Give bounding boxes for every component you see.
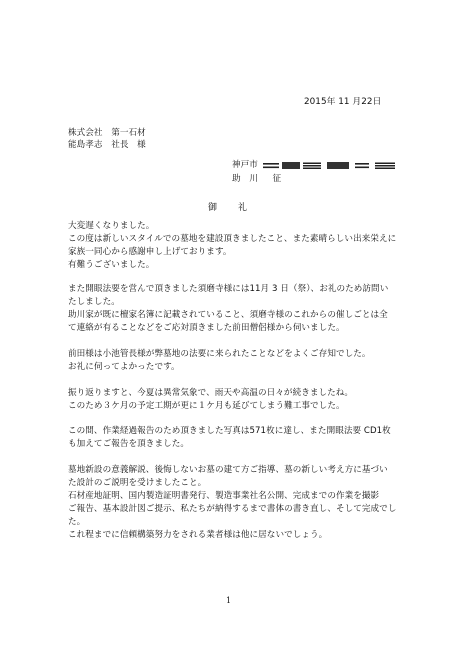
body-line: この度は新しいスタイルでの墓地を建設頂きましたこと、また素晴らしい出来栄えに xyxy=(68,234,397,244)
body-line: 石材産地証明、国内製造証明書発行、製造事業社名公開、完成までの作業を撮影 xyxy=(68,491,380,501)
body-line: た設計のご説明を受けましたこと。 xyxy=(68,478,207,488)
body-line: 大変遅くなりました。 xyxy=(68,221,155,231)
body-line: 前田様は小池管長様が弊墓地の法要に来られたことなどをよくご存知でした。 xyxy=(68,349,371,359)
body-line: また開眼法要を営んで頂きました須磨寺様には11月 3 日（祭）、お礼のため訪問い xyxy=(68,284,389,294)
body-line: 墓地新設の意義解説、後悔しないお墓の建て方ご指導、墓の新しい考え方に基づい xyxy=(68,465,388,475)
body-line: ご報告、基本設計図ご提示、私たちが納得するまで書体の書き直し、そして完成でし xyxy=(68,504,397,514)
body-line: 振り返りますと、今夏は異常気象で、雨天や高温の日々が続きましたね。 xyxy=(68,388,354,398)
body-line: このため３ケ月の予定工期が更に１ケ月も延びてしまう難工事でした。 xyxy=(68,401,345,411)
body-line: 有難うございました。 xyxy=(68,260,155,270)
body-line: て連絡が有ることなどをご応対頂きました前田僧侶様から伺いました。 xyxy=(68,323,345,333)
body-line: たしました。 xyxy=(68,297,120,307)
body-line: この間、作業経過報告のため頂きました写真は571枚に達し、また開眼法要 CD1枚 xyxy=(68,426,391,436)
page-number: 1 xyxy=(226,596,232,605)
sender-city: 神戸市 xyxy=(232,160,258,170)
redacted-address xyxy=(263,161,397,168)
recipient-company: 株式会社 第一石材 xyxy=(68,128,146,138)
body-line: これ程までに信頼構築努力をされる業者様は他に居ないでしょう。 xyxy=(68,530,328,540)
body-line: お礼に伺ってよかったです。 xyxy=(68,362,180,372)
letter-date: 2015年 11 月22日 xyxy=(304,97,382,107)
body-line: 家族一同心から感謝申し上げております。 xyxy=(68,247,232,257)
body-line: 助川家が既に檀家名簿に記載されていること、須磨寺様のこれからの催しごとは全 xyxy=(68,310,388,320)
sender-address xyxy=(232,160,397,171)
sender-name: 助 川 征 xyxy=(232,174,285,184)
body-line: た。 xyxy=(68,517,86,527)
letter-title: 御 礼 xyxy=(208,203,254,213)
recipient-person: 能島孝志 社長 様 xyxy=(68,140,146,150)
body-line: も加えてご報告を頂きました。 xyxy=(68,439,190,449)
